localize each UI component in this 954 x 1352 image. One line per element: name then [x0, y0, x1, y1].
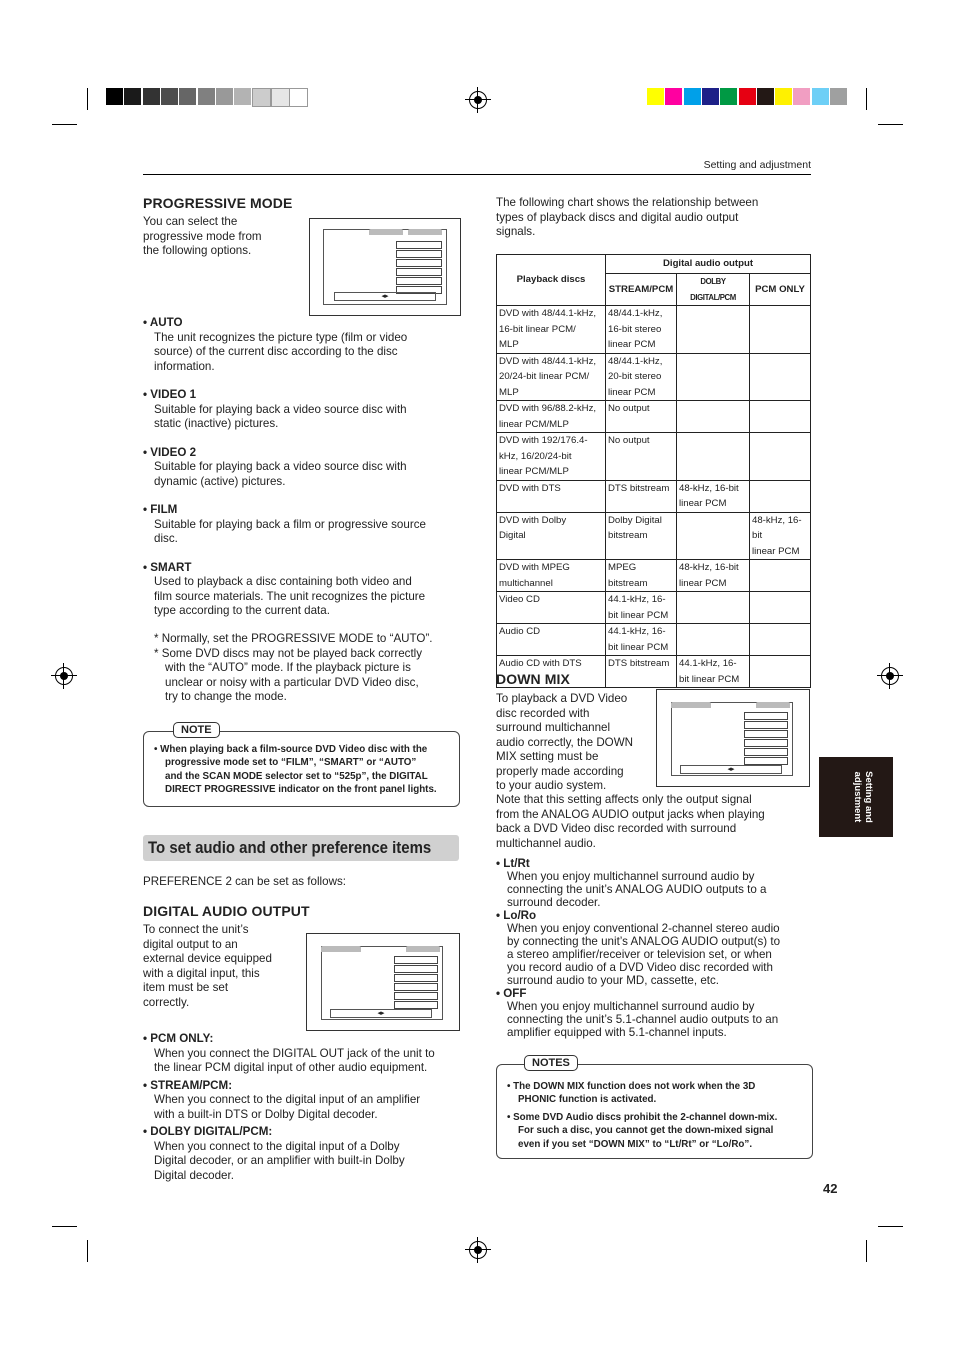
table-cell — [606, 480, 677, 512]
intro-line: audio correctly, the DOWN — [496, 735, 634, 749]
cell-line: 16-bit stereo — [608, 323, 662, 335]
down-mix-note — [496, 793, 816, 851]
bullet-label: • OFF — [496, 987, 527, 1000]
table-cell — [677, 512, 750, 560]
page-number: 42 — [823, 1181, 838, 1196]
cell-line: DVD with 96/88.2-kHz, — [499, 403, 597, 414]
bullet-text: Digital decoder. — [154, 1168, 234, 1182]
bullet-text: connecting the unit’s 5.1-channel audio outputs to an — [507, 1013, 779, 1026]
note-line: and the SCAN MODE selector set to “525p”, the DIGITAL — [165, 770, 428, 782]
bullet-text: When you enjoy multichannel surround audio by — [507, 870, 755, 883]
bullet-item — [143, 446, 463, 490]
cell-line: DVD with DTS — [499, 482, 561, 494]
intro-line: The following chart shows the relationship between — [496, 196, 759, 209]
cell-line: bit linear PCM — [608, 609, 669, 621]
cell-line: 48-kHz, 16-bit — [679, 562, 739, 573]
table-header: DOLBY DIGITAL/PCM — [677, 274, 750, 306]
cell-line: bitstream — [608, 577, 648, 589]
registration-mark-icon — [881, 667, 899, 685]
osd-arrows-icon: ◂▸ — [330, 1009, 432, 1018]
intro-line: properly made according — [496, 764, 624, 778]
bullet-label: • Lo/Ro — [496, 909, 537, 922]
table-cell — [497, 560, 606, 592]
note-line: • When playing back a film-source DVD Video disc with the — [154, 744, 428, 755]
asterisk-note: * Some DVD discs may not be played back correctly — [154, 646, 423, 660]
cell-line: 48/44.1-kHz, — [608, 355, 663, 367]
crop-mark — [87, 1240, 88, 1262]
cell-line: linear PCM — [608, 386, 656, 398]
asterisk-note: try to change the mode. — [165, 690, 287, 703]
crop-mark — [878, 124, 903, 125]
color-swatch — [647, 88, 664, 105]
bullet-label: • Lt/Rt — [496, 857, 530, 870]
side-tab-line1: Setting and — [863, 771, 874, 823]
intro-line: the following options. — [143, 244, 252, 257]
registration-mark-icon — [55, 667, 73, 685]
digital-audio-title: DIGITAL AUDIO OUTPUT — [143, 903, 310, 919]
table-cell — [497, 401, 606, 433]
bullet-text: Suitable for playing back a video source disc with — [154, 460, 407, 473]
bullet-text: with a built-in DTS or Dolby Digital decoder. — [154, 1107, 378, 1121]
note-label: NOTE — [173, 722, 220, 738]
crop-mark — [52, 124, 77, 125]
table-cell — [750, 306, 811, 354]
header-rule — [143, 174, 811, 175]
table-cell — [677, 353, 750, 401]
cell-line: Video CD — [499, 594, 540, 605]
cell-line: linear PCM/MLP — [499, 418, 569, 430]
registration-mark-icon — [469, 91, 487, 109]
intro-line: surround multichannel — [496, 721, 611, 734]
table-row — [497, 624, 811, 656]
note-line: DIRECT PROGRESSIVE indicator on the front panel lights. — [165, 784, 437, 796]
digital-audio-items — [143, 1032, 463, 1186]
color-swatch — [812, 88, 829, 105]
bullet-text: dynamic (active) pictures. — [154, 474, 286, 488]
bullet-label: • PCM ONLY: — [143, 1032, 214, 1045]
bullet-label: • VIDEO 1 — [143, 388, 197, 401]
cell-line: linear PCM — [752, 545, 800, 557]
table-cell — [677, 401, 750, 433]
table-header: Digital audio output — [606, 255, 811, 274]
table-row — [497, 592, 811, 624]
table-cell — [606, 401, 677, 433]
intro-line: MIX setting must be — [496, 750, 599, 763]
color-swatch — [830, 88, 847, 105]
gray-swatch — [143, 88, 160, 105]
table-cell — [750, 560, 811, 592]
asterisk-note: unclear or noisy with a particular DVD Video disc, — [165, 675, 419, 689]
digital-audio-table — [496, 254, 811, 688]
progressive-mode-title: PROGRESSIVE MODE — [143, 195, 293, 211]
table-row — [497, 306, 811, 354]
color-swatch — [775, 88, 792, 105]
bullet-text: you record audio of a DVD Video disc recorded with — [507, 961, 773, 974]
intro-line: item must be set — [143, 981, 229, 994]
table-cell — [606, 353, 677, 401]
table-cell — [606, 656, 677, 688]
gray-swatch — [216, 88, 233, 105]
cell-line: MLP — [499, 339, 519, 350]
progressive-intro — [143, 215, 262, 259]
table-cell — [677, 306, 750, 354]
bullet-text: disc. — [154, 532, 178, 545]
table-cell — [750, 353, 811, 401]
note-line: multichannel audio. — [496, 836, 596, 850]
table-row — [497, 560, 811, 592]
progressive-items — [143, 316, 463, 633]
note-line: • The DOWN MIX function does not work when the 3D — [507, 1081, 756, 1092]
bullet-text: static (inactive) pictures. — [154, 417, 279, 430]
table-cell — [606, 560, 677, 592]
crop-mark — [52, 1226, 77, 1227]
bullet-label: • AUTO — [143, 316, 183, 329]
bullet-label: • STREAM/PCM: — [143, 1078, 233, 1092]
osd-arrows-icon: ◂▸ — [680, 765, 782, 774]
side-tab-line2: adjustment — [852, 771, 863, 823]
bullet-text: When you connect to the digital input of an amplifier — [154, 1093, 421, 1106]
bullet-text: surround audio to your MD, cassette, etc. — [507, 974, 720, 987]
table-header: STREAM/PCM — [606, 274, 677, 306]
crop-mark — [87, 88, 88, 110]
table-cell — [750, 592, 811, 624]
cell-line: DVD with 192/176.4- — [499, 435, 588, 446]
preference-banner-title: To set audio and other preference items — [148, 838, 432, 857]
table-cell — [750, 656, 811, 688]
cell-line: No output — [608, 435, 650, 446]
table-cell — [750, 433, 811, 481]
asterisk-note: with the “AUTO” mode. If the playback picture is — [165, 661, 411, 674]
note-line: even if you set “DOWN MIX” to “Lt/Rt” or “Lo/Ro”. — [518, 1138, 753, 1150]
note-item — [507, 1111, 803, 1151]
down-mix-osd-screen — [656, 689, 810, 787]
table-cell — [750, 624, 811, 656]
cell-line: No output — [608, 403, 650, 414]
note-line: Note that this setting affects only the output signal — [496, 793, 752, 806]
gray-swatch — [179, 88, 196, 105]
cell-line: Dolby Digital — [608, 514, 662, 526]
gray-swatch — [234, 88, 251, 105]
table-header: PCM ONLY — [750, 274, 811, 306]
cell-line: linear PCM/MLP — [499, 466, 569, 477]
cell-line: MLP — [499, 386, 519, 398]
bullet-text: The unit recognizes the picture type (film or video — [154, 330, 408, 344]
table-cell — [497, 433, 606, 481]
cell-line: 20/24-bit linear PCM/ — [499, 371, 590, 382]
cell-line: DTS bitstream — [608, 658, 670, 669]
cell-line: multichannel — [499, 577, 553, 589]
table-row — [497, 480, 811, 512]
bullet-text: surround decoder. — [507, 896, 601, 909]
intro-line: To connect the unit’s — [143, 923, 249, 936]
intro-line: external device equipped — [143, 952, 272, 965]
cell-line: linear PCM — [679, 498, 727, 509]
note-item — [507, 1080, 803, 1107]
intro-line: To playback a DVD Video — [496, 692, 628, 705]
bullet-text: When you connect to the digital input of a Dolby — [154, 1139, 400, 1153]
cell-line: DVD with Dolby — [499, 514, 567, 526]
bullet-text: When you enjoy conventional 2-channel stereo audio — [507, 922, 780, 935]
bullet-text: film source materials. The unit recognizes the picture — [154, 589, 426, 603]
bullet-label: • VIDEO 2 — [143, 445, 197, 459]
cell-line: Digital — [499, 530, 526, 541]
gray-swatch — [252, 88, 271, 107]
cell-line: Audio CD — [499, 626, 541, 637]
cell-line: 48/44.1-kHz, — [608, 308, 663, 319]
preference-intro: PREFERENCE 2 can be set as follows: — [143, 875, 346, 888]
table-row — [497, 353, 811, 401]
note-line: For such a disc, you cannot get the down-mixed signal — [518, 1125, 774, 1137]
section-header: Setting and adjustment — [703, 159, 811, 171]
progressive-note-text — [154, 743, 450, 797]
cell-line: 44.1-kHz, 16- — [608, 594, 666, 605]
bullet-text: amplifier equipped with 5.1-channel inputs. — [507, 1026, 727, 1039]
digital-audio-osd-screen — [306, 933, 460, 1031]
bullet-text: the linear PCM digital input of other audio equipment. — [154, 1061, 428, 1074]
bullet-text: by connecting the unit’s ANALOG AUDIO output(s) to — [507, 935, 781, 948]
gray-swatch — [198, 88, 215, 105]
bullet-text: When you enjoy multichannel surround audio by — [507, 1000, 755, 1013]
bullet-label: • DOLBY DIGITAL/PCM: — [143, 1125, 273, 1138]
bullet-item — [496, 857, 816, 909]
cell-line: bit linear PCM — [679, 673, 740, 685]
gray-swatch — [271, 88, 290, 107]
table-cell — [677, 480, 750, 512]
table-header: Playback discs — [497, 255, 606, 306]
bullet-item — [143, 316, 463, 374]
table-cell — [677, 592, 750, 624]
down-mix-items — [496, 857, 816, 1039]
intro-line: types of playback discs and digital audio output — [496, 210, 739, 224]
bullet-item — [143, 503, 463, 547]
crop-mark — [878, 1226, 903, 1227]
down-mix-title: DOWN MIX — [496, 671, 570, 687]
intro-line: signals. — [496, 225, 536, 238]
intro-line: progressive mode from — [143, 229, 262, 243]
bullet-item — [496, 909, 816, 987]
crop-mark — [866, 1240, 867, 1262]
bullet-label: • SMART — [143, 560, 192, 574]
bullet-text: Used to playback a disc containing both video and — [154, 575, 412, 588]
bullet-item — [143, 1032, 463, 1076]
cell-line: 20-bit stereo — [608, 371, 662, 382]
table-row — [497, 433, 811, 481]
color-swatch — [739, 88, 756, 105]
table-cell — [677, 560, 750, 592]
bullet-item — [496, 987, 816, 1039]
asterisk-note: * Normally, set the PROGRESSIVE MODE to “AUTO”. — [154, 632, 433, 645]
osd-arrows-icon: ◂▸ — [334, 292, 436, 301]
bullet-item — [143, 388, 463, 432]
color-swatch — [720, 88, 737, 105]
table-cell — [606, 306, 677, 354]
bullet-text: source) of the current disc according to the disc — [154, 345, 398, 358]
gray-swatch — [106, 88, 123, 105]
cell-line: linear PCM — [679, 577, 727, 589]
table-cell — [606, 512, 677, 560]
note-line: back a DVD Video disc recorded with surround — [496, 822, 737, 835]
cell-line: DTS bitstream — [608, 482, 670, 494]
color-swatch — [665, 88, 682, 105]
cell-line: kHz, 16/20/24-bit — [499, 450, 572, 462]
cell-line: Audio CD with DTS — [499, 658, 582, 669]
down-mix-intro — [496, 692, 633, 794]
cell-line: linear PCM — [608, 339, 656, 350]
note-line: from the ANALOG AUDIO output jacks when playing — [496, 807, 765, 821]
progressive-osd-screen — [309, 218, 461, 316]
cell-line: DVD with MPEG — [499, 562, 570, 573]
crop-mark — [866, 88, 867, 110]
color-swatch — [757, 88, 774, 105]
bullet-text: a stereo amplifier/receiver or television set, or when — [507, 948, 772, 961]
cell-line: MPEG — [608, 562, 637, 573]
table-cell — [606, 592, 677, 624]
note-line: PHONIC function is activated. — [518, 1094, 657, 1106]
registration-mark-icon — [469, 1241, 487, 1259]
bullet-text: Suitable for playing back a video source disc with — [154, 402, 407, 416]
cell-line: 44.1-kHz, 16- — [608, 626, 666, 637]
table-cell — [606, 624, 677, 656]
cell-line: 16-bit linear PCM/ — [499, 323, 576, 335]
table-cell — [606, 433, 677, 481]
intro-line: disc recorded with — [496, 706, 590, 720]
bullet-item — [143, 561, 463, 619]
table-cell — [497, 480, 606, 512]
bullet-label: • FILM — [143, 503, 178, 516]
intro-line: to your audio system. — [496, 779, 607, 792]
table-cell — [677, 624, 750, 656]
intro-line: You can select the — [143, 215, 238, 228]
bullet-text: Suitable for playing back a film or progressive source — [154, 517, 426, 531]
intro-line: with a digital input, this — [143, 966, 260, 980]
cell-line: 48-kHz, 16-bit — [679, 482, 739, 494]
table-cell — [497, 512, 606, 560]
chart-intro — [496, 196, 811, 240]
table-cell — [750, 480, 811, 512]
note-line: • Some DVD Audio discs prohibit the 2-channel down-mix. — [507, 1111, 778, 1123]
cell-line: 48-kHz, 16-bit — [752, 514, 802, 541]
intro-line: digital output to an — [143, 937, 238, 951]
bullet-item — [143, 1125, 463, 1183]
table-cell — [497, 306, 606, 354]
table-row — [497, 401, 811, 433]
cell-line: DVD with 48/44.1-kHz, — [499, 355, 597, 367]
bullet-text: connecting the unit’s ANALOG AUDIO outputs to a — [507, 883, 767, 896]
table-cell — [750, 512, 811, 560]
audio-output-table — [496, 254, 811, 688]
cell-line: bit linear PCM — [608, 641, 669, 653]
table-cell — [497, 624, 606, 656]
table-cell — [497, 592, 606, 624]
side-tab-label — [819, 757, 893, 837]
bullet-item — [143, 1079, 463, 1123]
bullet-text: information. — [154, 359, 215, 373]
bullet-text: When you connect the DIGITAL OUT jack of the unit to — [154, 1046, 435, 1060]
notes-label: NOTES — [524, 1055, 578, 1071]
table-row — [497, 512, 811, 560]
table-cell — [750, 401, 811, 433]
down-mix-notes-text — [507, 1080, 803, 1155]
table-cell — [497, 353, 606, 401]
intro-line: correctly. — [143, 995, 190, 1009]
cell-line: bitstream — [608, 530, 648, 541]
gray-swatch — [124, 88, 141, 105]
table-cell — [677, 656, 750, 688]
color-swatch — [684, 88, 701, 105]
bullet-text: Digital decoder, or an amplifier with built-in Dolby — [154, 1154, 405, 1167]
cell-line: DVD with 48/44.1-kHz, — [499, 308, 597, 319]
gray-swatch — [289, 88, 308, 107]
color-swatch — [793, 88, 810, 105]
progressive-asterisk-notes — [154, 632, 464, 705]
digital-audio-intro — [143, 923, 272, 1010]
table-cell — [677, 433, 750, 481]
note-line: progressive mode set to “FILM”, “SMART” or “AUTO” — [165, 757, 417, 769]
bullet-text: type according to the current data. — [154, 604, 330, 617]
cell-line: 44.1-kHz, 16- — [679, 658, 737, 669]
color-swatch — [702, 88, 719, 105]
gray-swatch — [161, 88, 178, 105]
